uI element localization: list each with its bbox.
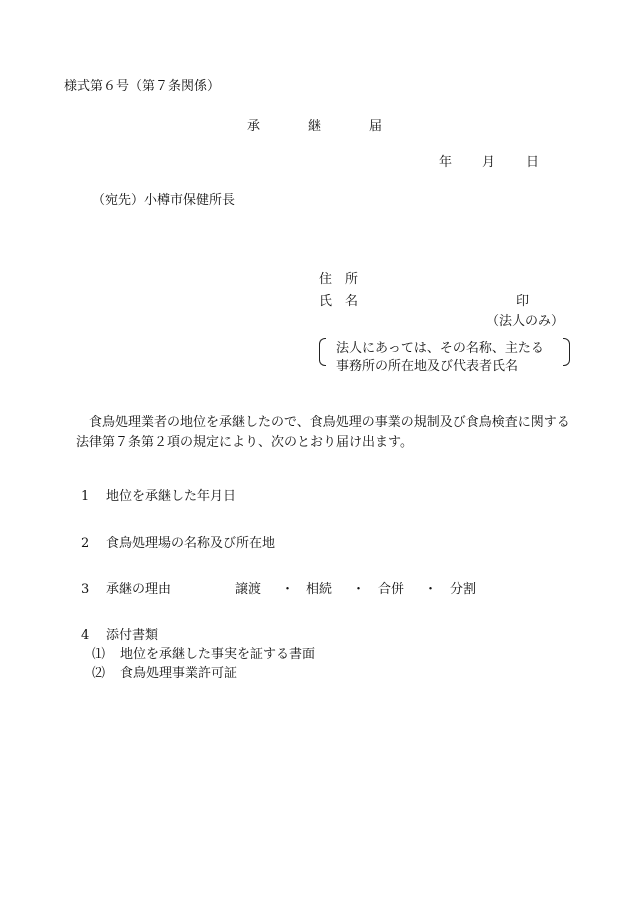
attachment-1-number: ⑴ (92, 647, 106, 662)
corp-note-line-1: 法人にあっては、その名称、主たる (336, 341, 544, 356)
attachment-1-label: 地位を承継した事実を証する書面 (120, 647, 316, 662)
reason-option-inheritance: 相続 (306, 582, 333, 597)
seal-mark: 印 (516, 294, 530, 309)
name-label: 氏 名 (319, 294, 359, 309)
item-1-label: 地位を承継した年月日 (106, 489, 237, 504)
body-paragraph: 食鳥処理業者の地位を承継したので、食鳥処理の事業の規制及び食鳥検査に関する法律第７条第２項の規定により、次のとおり届け出ます。 (76, 415, 570, 450)
item-1-number: 1 (81, 489, 90, 504)
address-label: 住 所 (319, 272, 359, 287)
reason-option-merger: 合併 (378, 582, 405, 597)
corp-only-note: （法人のみ） (486, 314, 565, 329)
reason-separator-1: ・ (281, 582, 295, 597)
title-char-2: 継 (308, 119, 322, 134)
title-char-3: 届 (369, 119, 383, 134)
title-char-1: 承 (247, 119, 261, 134)
reason-option-transfer: 譲渡 (235, 582, 262, 597)
right-bracket (563, 338, 570, 366)
attachment-2-label: 食鳥処理事業許可証 (120, 666, 238, 681)
corp-note-line-2: 事務所の所在地及び代表者氏名 (336, 359, 519, 374)
item-3-label: 承継の理由 (106, 582, 172, 597)
item-3-number: 3 (81, 582, 90, 597)
date-month: 月 (482, 155, 496, 170)
form-number: 様式第６号（第７条関係） (64, 79, 221, 94)
date-day: 日 (526, 155, 540, 170)
item-2-label: 食鳥処理場の名称及び所在地 (106, 536, 276, 551)
item-2-number: 2 (81, 536, 90, 551)
date-year: 年 (439, 155, 453, 170)
left-bracket (319, 338, 326, 366)
item-4-label: 添付書類 (106, 628, 159, 643)
item-4-number: 4 (81, 628, 90, 643)
reason-option-split: 分割 (450, 582, 477, 597)
attachment-2-number: ⑵ (92, 666, 106, 681)
reason-separator-2: ・ (352, 582, 366, 597)
reason-separator-3: ・ (424, 582, 438, 597)
addressee: （宛先）小樽市保健所長 (92, 193, 236, 208)
